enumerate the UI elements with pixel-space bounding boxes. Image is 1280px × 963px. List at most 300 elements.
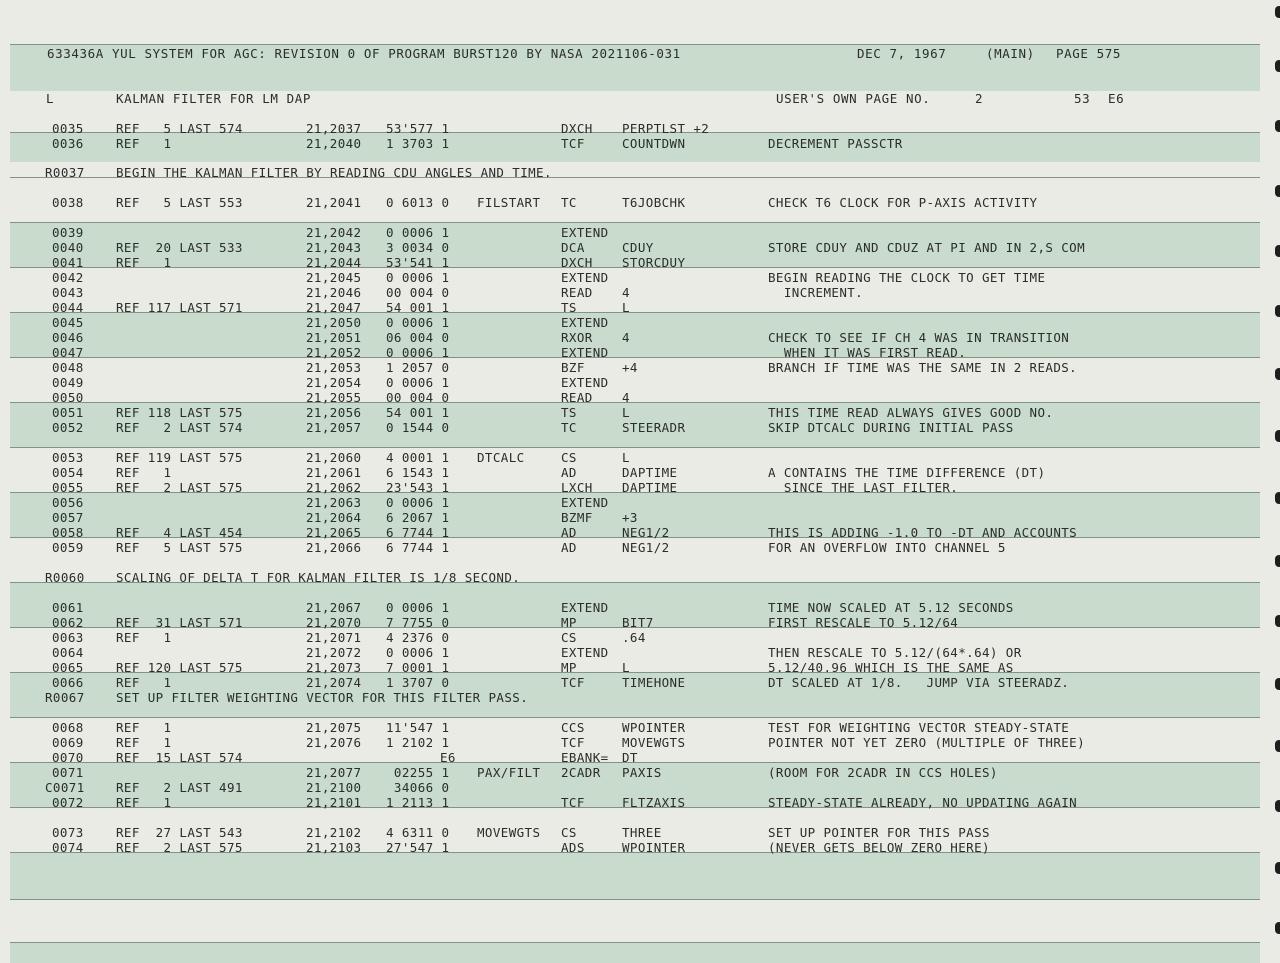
octal-word: 11'547 1 bbox=[386, 720, 450, 735]
address: 21,2060 bbox=[306, 450, 362, 465]
users-page-number: 2 bbox=[975, 91, 984, 106]
cross-reference: REF 4 LAST 454 bbox=[116, 525, 243, 540]
rule-line bbox=[10, 447, 1260, 448]
octal-word: 00 004 0 bbox=[386, 390, 450, 405]
comment: BRANCH IF TIME WAS THE SAME IN 2 READS. bbox=[768, 360, 1078, 375]
opcode: EXTEND bbox=[561, 645, 609, 660]
operand: L bbox=[622, 660, 630, 675]
address: 21,2056 bbox=[306, 405, 362, 420]
code-line bbox=[0, 420, 1280, 435]
cross-reference: REF 1 bbox=[116, 720, 172, 735]
cross-reference: REF 20 LAST 533 bbox=[116, 240, 243, 255]
line-number: 0072 bbox=[52, 795, 84, 810]
cross-reference: REF 1 bbox=[116, 675, 172, 690]
line-number: 0045 bbox=[52, 315, 84, 330]
remark-text: SET UP FILTER WEIGHTING VECTOR FOR THIS FILTER PASS. bbox=[116, 690, 529, 705]
opcode: MP bbox=[561, 615, 577, 630]
code-line bbox=[0, 720, 1280, 735]
address: 21,2047 bbox=[306, 300, 362, 315]
tractor-hole bbox=[1275, 862, 1280, 874]
line-number: 0061 bbox=[52, 600, 84, 615]
address: 21,2041 bbox=[306, 195, 362, 210]
line-number: R0067 bbox=[45, 690, 85, 705]
operand: L bbox=[622, 450, 630, 465]
line-number: 0036 bbox=[52, 136, 84, 151]
cross-reference: REF 15 LAST 574 bbox=[116, 750, 243, 765]
line-number: 0066 bbox=[52, 675, 84, 690]
comment: INCREMENT. bbox=[768, 285, 864, 300]
octal-word: 1 2057 0 bbox=[386, 360, 450, 375]
code-line bbox=[0, 390, 1280, 405]
line-number: 0042 bbox=[52, 270, 84, 285]
octal-word: 1 2102 1 bbox=[386, 735, 450, 750]
opcode: DXCH bbox=[561, 255, 593, 270]
operand: TIMEHONE bbox=[622, 675, 686, 690]
comment: TEST FOR WEIGHTING VECTOR STEADY-STATE bbox=[768, 720, 1070, 735]
rule-line bbox=[10, 44, 1260, 45]
cross-reference: REF 117 LAST 571 bbox=[116, 300, 243, 315]
cross-reference: REF 27 LAST 543 bbox=[116, 825, 243, 840]
code-line bbox=[0, 225, 1280, 240]
code-line bbox=[0, 795, 1280, 810]
octal-word: 53'577 1 bbox=[386, 121, 450, 136]
cross-reference: REF 1 bbox=[116, 255, 172, 270]
opcode: TS bbox=[561, 300, 577, 315]
line-number: 0057 bbox=[52, 510, 84, 525]
ebank-code: E6 bbox=[1108, 91, 1125, 106]
comment: SKIP DTCALC DURING INITIAL PASS bbox=[768, 420, 1014, 435]
rule-line bbox=[10, 899, 1260, 900]
octal-word: 02255 1 bbox=[386, 765, 450, 780]
address: 21,2102 bbox=[306, 825, 362, 840]
comment: SET UP POINTER FOR THIS PASS bbox=[768, 825, 990, 840]
line-number: 0046 bbox=[52, 330, 84, 345]
line-number: 0055 bbox=[52, 480, 84, 495]
operand: 4 bbox=[622, 285, 630, 300]
comment: THIS IS ADDING -1.0 TO -DT AND ACCOUNTS bbox=[768, 525, 1078, 540]
cross-reference: REF 1 bbox=[116, 735, 172, 750]
operand: .64 bbox=[622, 630, 646, 645]
rule-line bbox=[10, 942, 1260, 943]
code-line bbox=[0, 540, 1280, 555]
comment: TIME NOW SCALED AT 5.12 SECONDS bbox=[768, 600, 1014, 615]
opcode: EXTEND bbox=[561, 495, 609, 510]
code-line bbox=[0, 345, 1280, 360]
print-date: DEC 7, 1967 bbox=[857, 46, 947, 61]
line-number: 0047 bbox=[52, 345, 84, 360]
comment: THIS TIME READ ALWAYS GIVES GOOD NO. bbox=[768, 405, 1054, 420]
operand: +3 bbox=[622, 510, 638, 525]
operand: PERPTLST +2 bbox=[622, 121, 710, 136]
opcode: EXTEND bbox=[561, 225, 609, 240]
opcode: CS bbox=[561, 825, 577, 840]
line-number: 0049 bbox=[52, 375, 84, 390]
opcode: TCF bbox=[561, 735, 585, 750]
code-line bbox=[0, 121, 1280, 136]
code-line bbox=[0, 750, 1280, 765]
address: 21,2045 bbox=[306, 270, 362, 285]
operand: WPOINTER bbox=[622, 720, 686, 735]
comment: BEGIN READING THE CLOCK TO GET TIME bbox=[768, 270, 1046, 285]
code-line bbox=[0, 136, 1280, 151]
address: 21,2073 bbox=[306, 660, 362, 675]
opcode: 2CADR bbox=[561, 765, 601, 780]
address: 21,2053 bbox=[306, 360, 362, 375]
address: 21,2072 bbox=[306, 645, 362, 660]
address: 21,2071 bbox=[306, 630, 362, 645]
code-line bbox=[0, 780, 1280, 795]
code-line bbox=[0, 630, 1280, 645]
line-number: 0068 bbox=[52, 720, 84, 735]
line-number: R0037 bbox=[45, 165, 85, 180]
code-line bbox=[0, 405, 1280, 420]
octal-word: 27'547 1 bbox=[386, 840, 450, 855]
operand: 4 bbox=[622, 390, 630, 405]
opcode: BZF bbox=[561, 360, 585, 375]
symbol-label: FILSTART bbox=[477, 195, 541, 210]
operand: L bbox=[622, 405, 630, 420]
tractor-hole bbox=[1275, 6, 1280, 18]
code-line bbox=[0, 525, 1280, 540]
octal-word: 0 0006 1 bbox=[386, 270, 450, 285]
address: 21,2046 bbox=[306, 285, 362, 300]
opcode: EXTEND bbox=[561, 375, 609, 390]
code-line bbox=[0, 285, 1280, 300]
opcode: EXTEND bbox=[561, 600, 609, 615]
address: 21,2052 bbox=[306, 345, 362, 360]
octal-word: 0 0006 1 bbox=[386, 315, 450, 330]
code-line bbox=[0, 495, 1280, 510]
cross-reference: REF 5 LAST 575 bbox=[116, 540, 243, 555]
operand: +4 bbox=[622, 360, 638, 375]
code-line bbox=[0, 480, 1280, 495]
code-line bbox=[0, 825, 1280, 840]
opcode: LXCH bbox=[561, 480, 593, 495]
operand: FLTZAXIS bbox=[622, 795, 686, 810]
octal-word: 6 7744 1 bbox=[386, 525, 450, 540]
line-number: 0063 bbox=[52, 630, 84, 645]
comment: STORE CDUY AND CDUZ AT PI AND IN 2,S COM bbox=[768, 240, 1086, 255]
comment: (ROOM FOR 2CADR IN CCS HOLES) bbox=[768, 765, 998, 780]
comment: FOR AN OVERFLOW INTO CHANNEL 5 bbox=[768, 540, 1006, 555]
opcode: CS bbox=[561, 630, 577, 645]
comment: STEADY-STATE ALREADY, NO UPDATING AGAIN bbox=[768, 795, 1078, 810]
opcode: EXTEND bbox=[561, 270, 609, 285]
line-number: R0060 bbox=[45, 570, 85, 585]
page-number: PAGE 575 bbox=[1056, 46, 1122, 61]
line-number: 0074 bbox=[52, 840, 84, 855]
cross-reference: REF 2 LAST 574 bbox=[116, 420, 243, 435]
cross-reference: REF 1 bbox=[116, 136, 172, 151]
paper-band bbox=[10, 942, 1260, 963]
octal-word: 0 0006 1 bbox=[386, 495, 450, 510]
comment: CHECK T6 CLOCK FOR P-AXIS ACTIVITY bbox=[768, 195, 1038, 210]
comment: CHECK TO SEE IF CH 4 WAS IN TRANSITION bbox=[768, 330, 1070, 345]
line-number: 0069 bbox=[52, 735, 84, 750]
octal-word: 1 3703 1 bbox=[386, 136, 450, 151]
code-line bbox=[0, 315, 1280, 330]
opcode: DCA bbox=[561, 240, 585, 255]
octal-word: 4 6311 0 bbox=[386, 825, 450, 840]
octal-word: 7 7755 0 bbox=[386, 615, 450, 630]
comment: DECREMENT PASSCTR bbox=[768, 136, 903, 151]
code-line bbox=[0, 735, 1280, 750]
opcode: AD bbox=[561, 525, 577, 540]
tractor-hole bbox=[1275, 922, 1280, 934]
comment: POINTER NOT YET ZERO (MULTIPLE OF THREE) bbox=[768, 735, 1086, 750]
operand: DAPTIME bbox=[622, 480, 678, 495]
cross-reference: REF 1 bbox=[116, 795, 172, 810]
remark-text: BEGIN THE KALMAN FILTER BY READING CDU ANGLES AND TIME. bbox=[116, 165, 552, 180]
address: 21,2037 bbox=[306, 121, 362, 136]
opcode: BZMF bbox=[561, 510, 593, 525]
line-number: 0064 bbox=[52, 645, 84, 660]
octal-word: 0 0006 1 bbox=[386, 345, 450, 360]
code-line bbox=[0, 615, 1280, 630]
opcode: ADS bbox=[561, 840, 585, 855]
opcode: RXOR bbox=[561, 330, 593, 345]
address: 21,2050 bbox=[306, 315, 362, 330]
octal-word: 1 3707 0 bbox=[386, 675, 450, 690]
address: 21,2101 bbox=[306, 795, 362, 810]
cross-reference: REF 1 bbox=[116, 465, 172, 480]
comment: DT SCALED AT 1/8. JUMP VIA STEERADZ. bbox=[768, 675, 1070, 690]
opcode: CS bbox=[561, 450, 577, 465]
opcode: TS bbox=[561, 405, 577, 420]
code-line bbox=[0, 675, 1280, 690]
octal-word: 6 2067 1 bbox=[386, 510, 450, 525]
operand: MOVEWGTS bbox=[622, 735, 686, 750]
code-line bbox=[0, 645, 1280, 660]
comment: WHEN IT WAS FIRST READ. bbox=[768, 345, 967, 360]
line-number: 0065 bbox=[52, 660, 84, 675]
code-line bbox=[0, 255, 1280, 270]
address: 21,2063 bbox=[306, 495, 362, 510]
line-number: 0039 bbox=[52, 225, 84, 240]
operand: DAPTIME bbox=[622, 465, 678, 480]
line-number: 0054 bbox=[52, 465, 84, 480]
opcode: TC bbox=[561, 195, 577, 210]
code-line bbox=[0, 840, 1280, 855]
line-number: 0043 bbox=[52, 285, 84, 300]
address: 21,2074 bbox=[306, 675, 362, 690]
octal-word: 6 1543 1 bbox=[386, 465, 450, 480]
line-number: 0070 bbox=[52, 750, 84, 765]
cross-reference: REF 1 bbox=[116, 630, 172, 645]
address: 21,2051 bbox=[306, 330, 362, 345]
code-line bbox=[0, 450, 1280, 465]
line-number: 0035 bbox=[52, 121, 84, 136]
code-line bbox=[0, 510, 1280, 525]
cross-reference: REF 2 LAST 575 bbox=[116, 840, 243, 855]
opcode: MP bbox=[561, 660, 577, 675]
address: 21,2070 bbox=[306, 615, 362, 630]
comment: FIRST RESCALE TO 5.12/64 bbox=[768, 615, 959, 630]
comment: (NEVER GETS BELOW ZERO HERE) bbox=[768, 840, 990, 855]
octal-word: 00 004 0 bbox=[386, 285, 450, 300]
opcode: CCS bbox=[561, 720, 585, 735]
address: 21,2062 bbox=[306, 480, 362, 495]
operand: PAXIS bbox=[622, 765, 662, 780]
code-line bbox=[0, 660, 1280, 675]
line-number: 0056 bbox=[52, 495, 84, 510]
octal-word: 0 6013 0 bbox=[386, 195, 450, 210]
opcode: TCF bbox=[561, 795, 585, 810]
line-number: 0050 bbox=[52, 390, 84, 405]
operand: WPOINTER bbox=[622, 840, 686, 855]
line-number: 0058 bbox=[52, 525, 84, 540]
line-number: 0048 bbox=[52, 360, 84, 375]
comment: SINCE THE LAST FILTER. bbox=[768, 480, 959, 495]
address: 21,2076 bbox=[306, 735, 362, 750]
remark-line bbox=[0, 165, 1280, 180]
address: 21,2065 bbox=[306, 525, 362, 540]
line-number: 0051 bbox=[52, 405, 84, 420]
job-title: 633436A YUL SYSTEM FOR AGC: REVISION 0 OF PROGRAM BURST120 BY NASA 2021106-031 bbox=[47, 46, 681, 61]
remark-text: SCALING OF DELTA T FOR KALMAN FILTER IS 1/8 SECOND. bbox=[116, 570, 521, 585]
line-number: 0038 bbox=[52, 195, 84, 210]
address: 21,2103 bbox=[306, 840, 362, 855]
cross-reference: REF 120 LAST 575 bbox=[116, 660, 243, 675]
operand: NEG1/2 bbox=[622, 540, 670, 555]
octal-word: 0 1544 0 bbox=[386, 420, 450, 435]
tractor-hole bbox=[1275, 555, 1280, 567]
operand: THREE bbox=[622, 825, 662, 840]
opcode: AD bbox=[561, 465, 577, 480]
code-line bbox=[0, 465, 1280, 480]
line-number: 0041 bbox=[52, 255, 84, 270]
code-line bbox=[0, 765, 1280, 780]
octal-word: 6 7744 1 bbox=[386, 540, 450, 555]
line-number: 0062 bbox=[52, 615, 84, 630]
comment: 5.12/40.96 WHICH IS THE SAME AS bbox=[768, 660, 1014, 675]
code-line bbox=[0, 600, 1280, 615]
operand: COUNTDWN bbox=[622, 136, 686, 151]
line-number: C0071 bbox=[45, 780, 85, 795]
operand: STEERADR bbox=[622, 420, 686, 435]
code-line bbox=[0, 360, 1280, 375]
address: 21,2043 bbox=[306, 240, 362, 255]
code-line bbox=[0, 300, 1280, 315]
address: 21,2064 bbox=[306, 510, 362, 525]
octal-word: 0 0006 1 bbox=[386, 375, 450, 390]
opcode: TCF bbox=[561, 136, 585, 151]
operand: BIT7 bbox=[622, 615, 654, 630]
address: 21,2061 bbox=[306, 465, 362, 480]
address: 21,2044 bbox=[306, 255, 362, 270]
octal-word: 0 0006 1 bbox=[386, 645, 450, 660]
rule-line bbox=[10, 717, 1260, 718]
operand: T6JOBCHK bbox=[622, 195, 686, 210]
symbol-label: MOVEWGTS bbox=[477, 825, 541, 840]
opcode: TCF bbox=[561, 675, 585, 690]
code-line bbox=[0, 330, 1280, 345]
octal-word: 4 0001 1 bbox=[386, 450, 450, 465]
users-page-label: USER'S OWN PAGE NO. bbox=[776, 91, 931, 106]
symbol-label: DTCALC bbox=[477, 450, 525, 465]
line-number: 0059 bbox=[52, 540, 84, 555]
octal-word: 54 001 1 bbox=[386, 300, 450, 315]
address: 21,2042 bbox=[306, 225, 362, 240]
cross-reference: REF 5 LAST 553 bbox=[116, 195, 243, 210]
comment: THEN RESCALE TO 5.12/(64*.64) OR bbox=[768, 645, 1022, 660]
octal-word: 3 0034 0 bbox=[386, 240, 450, 255]
octal-word: 0 0006 1 bbox=[386, 600, 450, 615]
address: 21,2075 bbox=[306, 720, 362, 735]
page-title: KALMAN FILTER FOR LM DAP bbox=[116, 91, 312, 106]
line-number: 0071 bbox=[52, 765, 84, 780]
operand: NEG1/2 bbox=[622, 525, 670, 540]
address: 21,2066 bbox=[306, 540, 362, 555]
tractor-hole bbox=[1275, 60, 1280, 72]
octal-word: 0 0006 1 bbox=[386, 225, 450, 240]
address: 21,2055 bbox=[306, 390, 362, 405]
cross-reference: REF 119 LAST 575 bbox=[116, 450, 243, 465]
code-line bbox=[0, 240, 1280, 255]
octal-word: 06 004 0 bbox=[386, 330, 450, 345]
cross-reference: REF 5 LAST 574 bbox=[116, 121, 243, 136]
opcode: DXCH bbox=[561, 121, 593, 136]
octal-word: 23'543 1 bbox=[386, 480, 450, 495]
code-line bbox=[0, 195, 1280, 210]
opcode: EXTEND bbox=[561, 345, 609, 360]
octal-word: 34066 0 bbox=[386, 780, 450, 795]
cross-reference: REF 118 LAST 575 bbox=[116, 405, 243, 420]
code-line bbox=[0, 375, 1280, 390]
operand: 4 bbox=[622, 330, 630, 345]
operand: STORCDUY bbox=[622, 255, 686, 270]
rule-line bbox=[10, 222, 1260, 223]
octal-word: 53'541 1 bbox=[386, 255, 450, 270]
line-number: 0044 bbox=[52, 300, 84, 315]
address: 21,2040 bbox=[306, 136, 362, 151]
octal-word: 54 001 1 bbox=[386, 405, 450, 420]
remark-line bbox=[0, 690, 1280, 705]
opcode: READ bbox=[561, 390, 593, 405]
opcode: TC bbox=[561, 420, 577, 435]
octal-word: 1 2113 1 bbox=[386, 795, 450, 810]
paper-band bbox=[10, 852, 1260, 899]
remark-line bbox=[0, 570, 1280, 585]
listing-tag: L bbox=[46, 91, 55, 106]
line-number: 0053 bbox=[52, 450, 84, 465]
line-number: 0073 bbox=[52, 825, 84, 840]
address: 21,2057 bbox=[306, 420, 362, 435]
opcode: EXTEND bbox=[561, 315, 609, 330]
operand: L bbox=[622, 300, 630, 315]
operand: CDUY bbox=[622, 240, 654, 255]
cross-reference: REF 2 LAST 491 bbox=[116, 780, 243, 795]
section-name: (MAIN) bbox=[986, 46, 1035, 61]
address: 21,2067 bbox=[306, 600, 362, 615]
comment: A CONTAINS THE TIME DIFFERENCE (DT) bbox=[768, 465, 1046, 480]
octal-word: 7 0001 1 bbox=[386, 660, 450, 675]
address: 21,2054 bbox=[306, 375, 362, 390]
address: 21,2077 bbox=[306, 765, 362, 780]
line-number: 0040 bbox=[52, 240, 84, 255]
opcode: AD bbox=[561, 540, 577, 555]
code-line bbox=[0, 270, 1280, 285]
address: 21,2100 bbox=[306, 780, 362, 795]
opcode: READ bbox=[561, 285, 593, 300]
operand: DT bbox=[622, 750, 638, 765]
ebank-marker: E6 bbox=[440, 750, 456, 765]
bank-code: 53 bbox=[1074, 91, 1091, 106]
octal-word: 4 2376 0 bbox=[386, 630, 450, 645]
cross-reference: REF 31 LAST 571 bbox=[116, 615, 243, 630]
symbol-label: PAX/FILT bbox=[477, 765, 541, 780]
opcode: EBANK= bbox=[561, 750, 609, 765]
